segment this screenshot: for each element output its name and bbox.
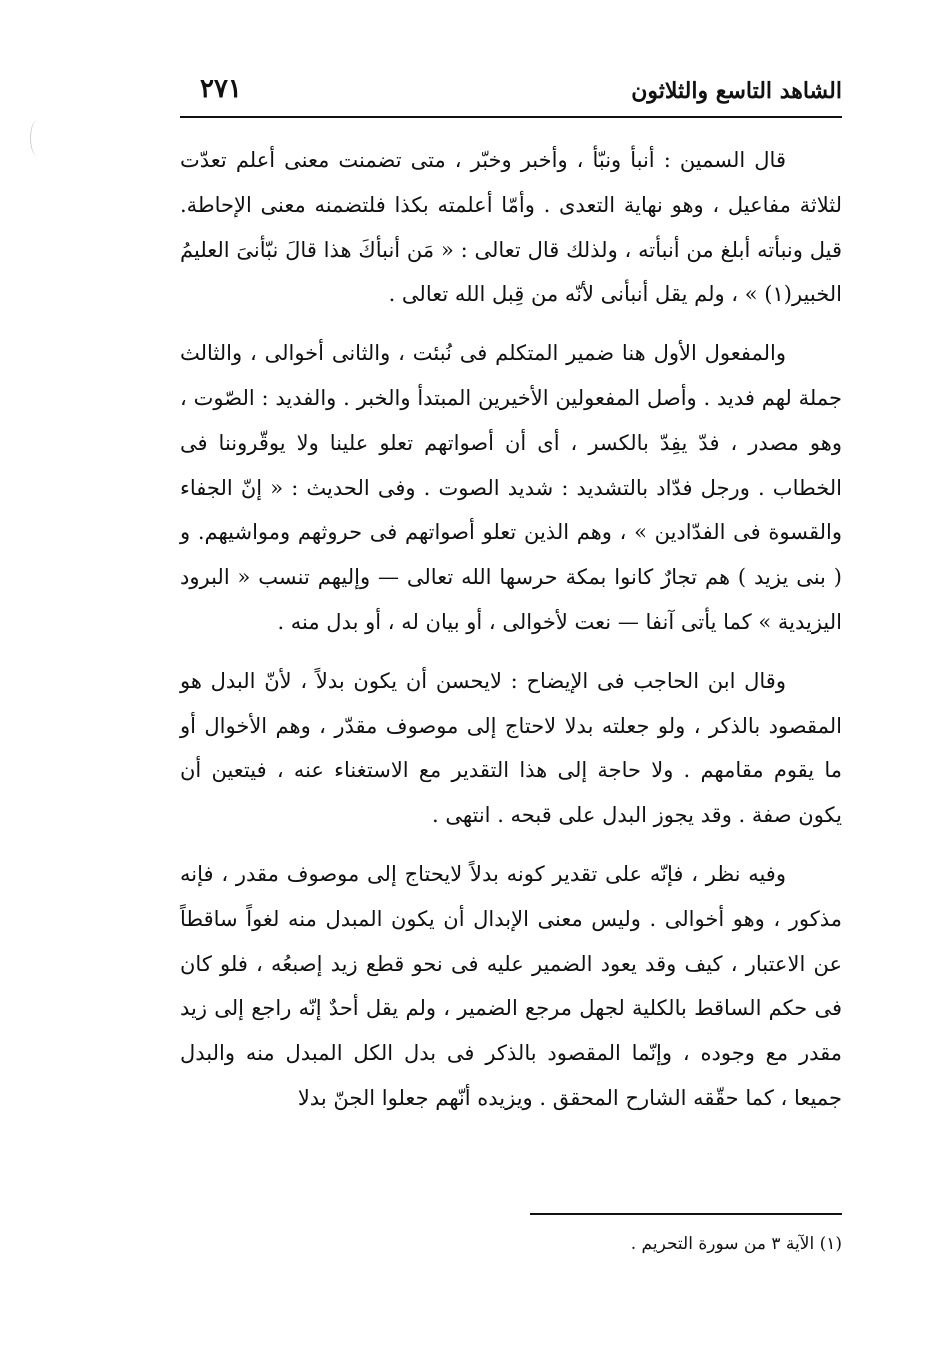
page-number: ٢٧١ xyxy=(200,74,242,104)
paragraph-1: قال السمين : أنبأ ونبّأ ، وأخبر وخبّر ، متى تضمنت معنى أعلم تعدّت لثلاثة مفاعيل ، وهو نهاية التعدى . وأمّا أعلمته بكذا فلتضمنه معنى الإحاطة. قيل ونبأته أبلغ من أنبأته ، ولذلك قال تعالى : « مَن أنبأكَ هذا قالَ نبّأنىَ العليمُ الخبير(١) » ، ولم يقل أنبأنى لأنّه من قِبل الله تعالى . xyxy=(180,148,842,307)
main-text xyxy=(180,138,842,1121)
paragraph-3: وقال ابن الحاجب فى الإيضاح : لايحسن أن يكون بدلاً ، لأنّ البدل هو المقصود بالذكر ، ولو جعلته بدلا لاحتاج إلى موصوف مقدّر ، وهم الأخوال أو ما يقوم مقامهم . ولا حاجة إلى هذا التقدير مع الاستغناء عنه ، فيتعين أن يكون صفة . وقد يجوز البدل على قبحه . انتهى . xyxy=(180,668,842,828)
margin-mark xyxy=(30,120,45,156)
footnote: (١) الآية ٣ من سورة التحريم . xyxy=(630,1234,842,1254)
header-rule xyxy=(180,116,842,118)
chapter-title: الشاهد التاسع والثلاثون xyxy=(631,78,842,104)
running-header xyxy=(180,70,842,114)
footnote-rule xyxy=(530,1213,842,1215)
paragraph-2: والمفعول الأول هنا ضمير المتكلم فى نُبئت ، والثانى أخوالى ، والثالث جملة لهم فديد . وأصل المفعولين الأخيرين المبتدأ والخبر . والفديد : الصّوت ، وهو مصدر ، فدّ يفِدّ بالكسر ، أى أن أصواتهم تعلو علينا ولا يوقّروننا فى الخطاب . ورجل فدّاد بالتشديد : شديد الصوت . وفى الحديث : « إنّ الجفاء والقسوة فى الفدّادين » ، وهم الذين تعلو أصواتهم فى حروثهم ومواشيهم. و ( بنى يزيد ) هم تجارٌ كانوا بمكة حرسها الله تعالى — وإليهم تنسب « البرود اليزيدية » كما يأتى آنفا — نعت لأخوالى ، أو بيان له ، أو بدل منه . xyxy=(180,341,842,634)
paragraph-4: وفيه نظر ، فإنّه على تقدير كونه بدلاً لايحتاج إلى موصوف مقدر ، فإنه مذكور ، وهو أخوالى . وليس معنى الإبدال أن يكون المبدل منه لغواً ساقطاً عن الاعتبار ، كيف وقد يعود الضمير عليه فى نحو قطع زيد إصبعُه ، فلو كان فى حكم الساقط بالكلية لجهل مرجع الضمير ، ولم يقل أحدٌ إنّه راجع إلى زيد مقدر مع وجوده ، وإنّما المقصود بالذكر فى بدل الكل المبدل منه والبدل جميعا ، كما حقّقه الشارح المحقق . ويزيده أنّهم جعلوا الجنّ بدلا xyxy=(180,861,842,1110)
